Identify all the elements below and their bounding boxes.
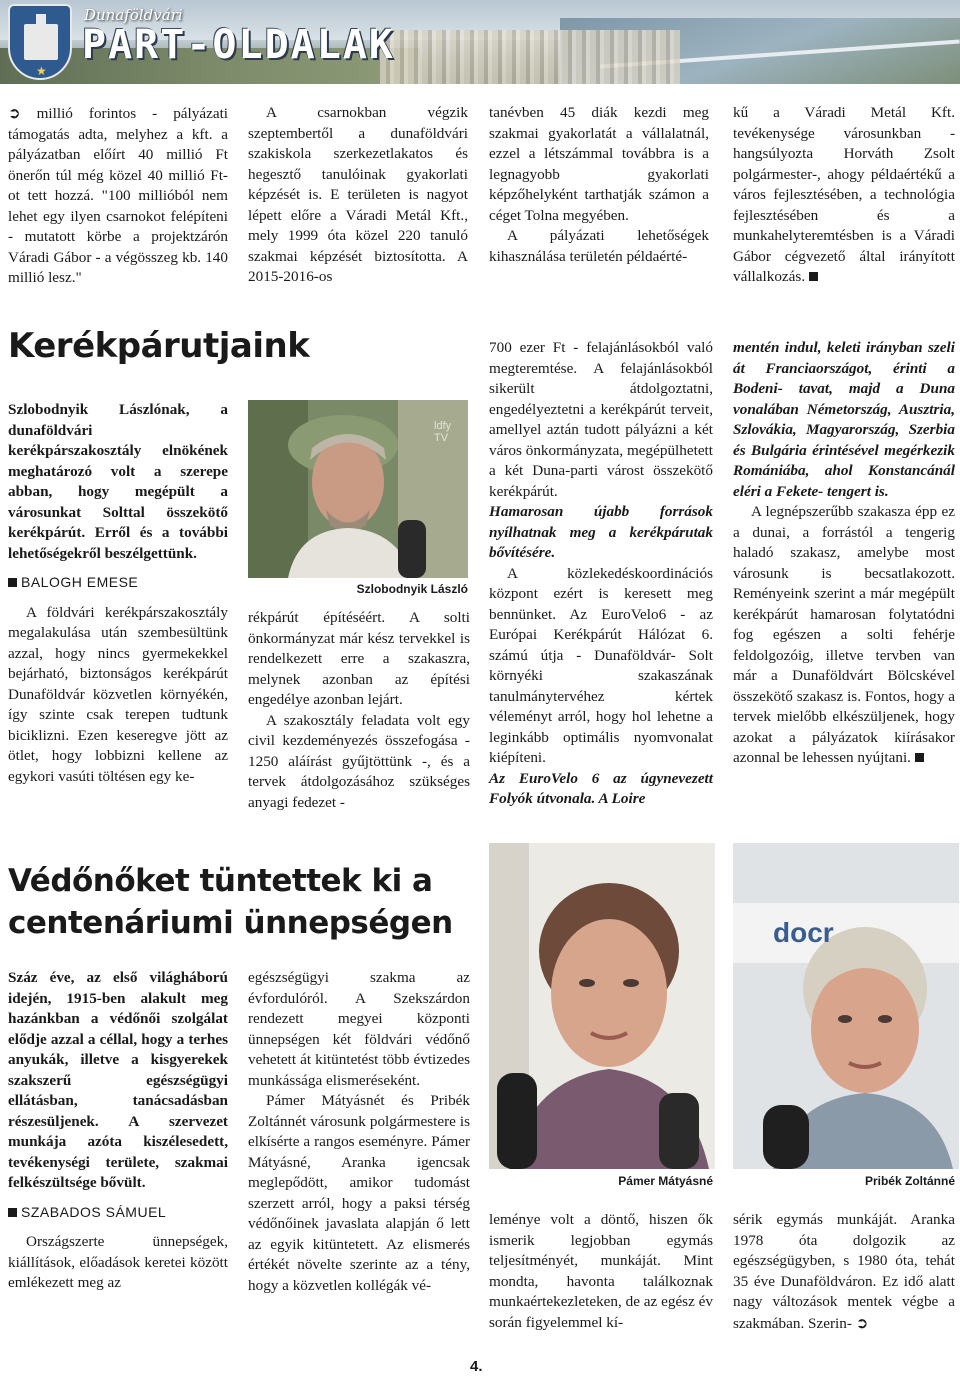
article-1-col-1-text: A földvári kerékpárszakosztály megalakulása után szembesültünk azzal, hogy nincs gyermekekkel bejárható, biztonságos kerékpárút Dunaföldvár közvetlen környékén, így szinte csak terepen tudtunk biciklizni. Ezen keseregve jött az ötlet, hogy lobbizni kellene az egykori vasúti töltésen egy ke- xyxy=(8,603,228,785)
article-1-col-1 xyxy=(8,400,228,787)
article-2-byline xyxy=(8,1202,228,1223)
top-col-4 xyxy=(733,103,955,288)
byline-square-icon xyxy=(8,1208,17,1217)
article-2-lead: Száz éve, az első világháború idején, 1915-ben alakult meg hazánkban a védőnői szolgálat elődje azzal a céllal, hogy a terhes anyukák, illetve a kisgyerekek szakszerű egészségügyi ellátásban, tanácsadásban részesüljenek. A szervezet munkája azóta kiszélesedett, tevékenységi területe, szakmai felkészültsége bővült. xyxy=(8,969,228,1191)
article-1-byline xyxy=(8,572,228,593)
article-2-author: SZABADOS SÁMUEL xyxy=(21,1203,167,1220)
article-2-headline-line-2: centenáriumi ünnepségen xyxy=(8,905,453,941)
article-2-col-2 xyxy=(248,968,470,1296)
top-col-3-text-a: tanévben 45 diák kezdi meg szakmai gyakorlatát a vállalatnál, ezzel a létszámmal továbbra is a legnagyobb gyakorlati képzőhelyként tarthatják számon a céget Tolna megyében. xyxy=(489,104,709,224)
article-2-col-2-p1: egészségügyi szakma az évfordulóról. A Szekszárdon rendezett megyei központi ünnepségen két földvári védőnő vehetett át kitüntetést több évtizedes munkássága elismeréseként. xyxy=(248,969,470,1089)
article-2-headline-line-1: Védőnőket tüntettek ki a xyxy=(8,863,433,899)
article-1-headline: Kerékpárutjaink xyxy=(8,326,310,366)
masthead-banner xyxy=(0,0,960,84)
article-1-lead: Szlobodnyik Lászlónak, a dunaföldvári kerékpárszakosztály elnökének meghatározó volt a szerepe abban, hogy megépült a városunkat Solttal összekötő kerékpárút. Erről és a további lehetőségekről beszélgettünk. xyxy=(8,401,228,562)
background-sign-text: docr xyxy=(773,917,834,948)
photo-pribek xyxy=(733,843,959,1169)
article-2-col-3 xyxy=(489,1210,713,1333)
article-1-col-2-p2: A szakosztály feladata volt egy civil kezdeményezés összefogása - 1250 aláírást gyűjtöttünk -, és a tervek átdolgozásához szükséges anyagi fedezet - xyxy=(248,711,470,811)
tv-watermark: ldfy TV xyxy=(434,420,452,444)
article-1-col-3-emphasis: Hamarosan újabb források nyílhatnak meg a kerékpárutak bővítésére. xyxy=(489,503,713,561)
top-col-3-text-b: A pályázati lehetőségek kihasználása területén példaérté- xyxy=(489,227,709,265)
top-col-1-text: millió forintos - pályázati támogatás adta, melyhez a kft. a pályázatban előírt 40 millió Ft önerőn túl még közel 40 millió Ft-ot tett hozzá. "100 millióból nem lehet egy ilyen csarnokot felépíteni - mutatott körbe a projektzárón Váradi Gábor - a végösszeg kb. 140 millió lesz." xyxy=(8,105,229,286)
article-1-author: BALOGH EMESE xyxy=(21,574,139,590)
article-1-col-4-emphasis: mentén indul, keleti irányban szeli át Franciaországot, érinti a Bodeni- tavat, majd a Duna vonalában Németország, Ausztria, Szlovákia, Magyarország, Szerbia és Bulgária érintésével megérkezik Romániába, ahol Konstancánál eléri a Fekete- tengert is. xyxy=(733,339,955,500)
end-mark-icon xyxy=(915,753,924,762)
end-mark-icon xyxy=(809,272,818,281)
article-2-col-1-text: Országszerte ünnepségek, kiállítások, előadások keretei között emlékezett meg az xyxy=(8,1233,228,1291)
article-1-col-3-p2: A közlekedéskoordinációs központ ezért is keresett meg bennünket. Az EuroVelo6 - az Európai Kerékpárút Hálózat 6. számú útja - Dunaföldvár- Solt környéki szakaszának tanulmánytervéhez kértek véleményt arról, hogy hol lehetne a leginkább optimális nyomvonalat kiépíteni. xyxy=(489,564,713,766)
top-col-2-text: A csarnokban végzik szeptembertől a dunaföldvári szakiskola szerkezetlakatos és hegesztő tanulóinak gyakorlati képzését is. E területen is nagyot lépett előre a Váradi Metál Kft., mely 1999 óta közel 220 tanuló szakmai képzését biztosította. A 2015-2016-os xyxy=(248,104,468,285)
article-1-col-3-p1: 700 ezer Ft - felajánlásokból való megteremtése. A felajánlásokból sikerült átdolgoztatni, engedélyeztetni a kerékpárút terveit, amellyel aztán tudott pályázni a két város önkormányzata, megépülhetett a két Duna-parti várost összekötő kerékpárút. xyxy=(489,339,713,500)
byline-square-icon xyxy=(8,578,17,587)
article-1-col-3-emphasis-2: Az EuroVelo 6 az úgynevezett Folyók útvonala. A Loire xyxy=(489,769,713,807)
crest-star-icon: ★ xyxy=(36,64,47,78)
banner-town xyxy=(380,30,680,84)
article-1-col-2-p1: rékpárút építéséért. A solti önkormányzat már kész tervekkel is rendelkezett erre a szakaszra, melynek azonban az építési engedélye azonban lejárt. xyxy=(248,609,470,708)
article-1-col-3 xyxy=(489,338,713,810)
top-col-3 xyxy=(489,103,709,267)
continued-arrow-icon: ➲ xyxy=(855,1313,869,1332)
portrait-woman-2-image xyxy=(733,843,959,1169)
article-2-col-1 xyxy=(8,968,228,1294)
article-2-col-4-text: sérik egymás munkáját. Aranka 1978 óta dolgozik az egészségügyben, s 1980 óta, tehát 35 éve Dunaföldváron. Ez idő alatt nagy változások mentek végbe a szakmában. Szerin- xyxy=(733,1211,955,1332)
photo-pamer xyxy=(489,843,715,1169)
town-crest-logo xyxy=(8,4,72,80)
article-1-col-4 xyxy=(733,338,955,769)
portrait-woman-1-image xyxy=(489,843,715,1169)
article-2-col-3-text: leménye volt a döntő, hiszen ők ismerik legjobban egymás teljesítményét, munkáját. Mint mondta, havonta találkoznak munkaértekezleteken, de az egész év során figyelemmel kí- xyxy=(489,1211,713,1331)
top-col-1 xyxy=(8,103,228,289)
masthead-title: PART-OLDALAK xyxy=(82,22,395,68)
article-1-col-4-text: A legnépszerűbb szakasza épp ez a dunai, a forrástól a tengerig haladó szakasz, amelybe most városunk is becsatlakozott. Reményeink szerint a már megépült kerékpárút hamarosan folytatódni fog egészen a solti fehérje feldolgozóig, illetve tervben van már a Dunaföldvárt Bölcskével összekötő szakasz is. Fontos, hogy a tervek mielőbb elkészüljenek, hogy azokat a pályázatok kiírásakor azonnal be lehessen nyújtani. xyxy=(733,503,955,766)
article-2-col-2-p2: Pámer Mátyásnét és Pribék Zoltánnét városunk polgármestere is elkísérte a rangos eseményre. Pámer Mátyásné, Aranka igencsak meglepődött, amikor tudomást szerzett arról, hogy a paksi térség védőnőinek javaslata alapján ő lett az egyik kitüntetett. Az elismerés értékét növelte szerinte az a tény, hogy a közvetlen kollégák vé- xyxy=(248,1092,470,1294)
photo-caption-pamer: Pámer Mátyásné xyxy=(618,1174,713,1188)
article-2-headline xyxy=(8,860,453,944)
masthead-small-title: Dunaföldvári xyxy=(84,6,183,24)
article-1-col-2 xyxy=(248,608,470,813)
page-number: 4. xyxy=(470,1358,483,1375)
top-col-4-text: kű a Váradi Metál Kft. tevékenysége városunkban - hangsúlyozta Horváth Zsolt polgármester-, ahogy példaértékű a város fejlesztésében, a technológia fejlesztésében és a munkahelyteremtésben is a Váradi Gábor cégvezető által irányított vállalkozás. xyxy=(733,104,955,285)
photo-caption-szlobodnyik: Szlobodnyik László xyxy=(356,582,468,596)
article-2-col-4 xyxy=(733,1210,955,1334)
top-col-2 xyxy=(248,103,468,288)
continued-arrow-icon: ➲ xyxy=(8,104,21,122)
crest-tower-icon xyxy=(24,24,58,60)
photo-szlobodnyik xyxy=(248,400,468,578)
photo-caption-pribek: Pribék Zoltánné xyxy=(864,1174,955,1188)
